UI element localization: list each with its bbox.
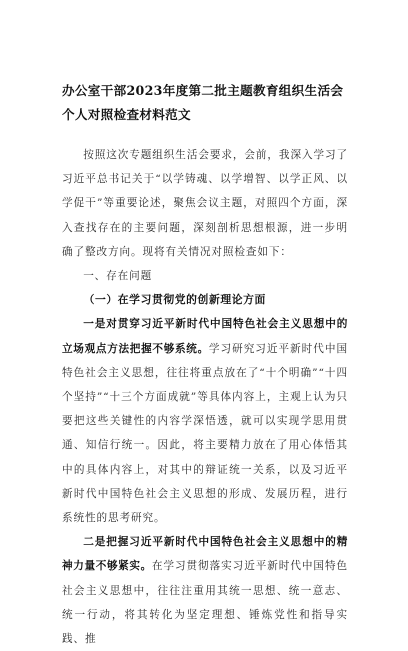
point-two-paragraph [62, 530, 348, 651]
section-heading-problems: 一、存在问题 [83, 270, 153, 283]
intro-paragraph: 按照这次专题组织生活会要求，会前，我深入学习了习近平总书记关于“以学铸魂、以学增智、以学正风、以学促干”等重要论述，聚焦会议主题，对照四个方面，深入查找存在的主要问题，深刻剖析思想根源，进一步明确了整改方向。现将有关情况对照检查如下： [62, 149, 348, 258]
point-two-body: 在学习贯彻落实习近平新时代中国特色社会主义思想中，往往注重用其统一思想、统一意志、统一行动，将其转化为坚定理想、锤炼党性和指导实践、推 [62, 560, 348, 646]
point-one-body: 学习研究习近平新时代中国特色社会主义思想，往往将重点放在了“十个明确”“十四个坚持”“十三个方面成就”等具体内容上，主观上认为只要把这些关键性的内容学深悟透，就可以实现学思用贯通、知信行统一。因此，将主要精力放在了用心体悟其中的具体内容上，对其中的辩证统一关系，以及习近平新时代中国特色社会主义思想的形成、发展历程，进行系统性的思考研究。 [62, 342, 348, 525]
point-one-lead: 一是对贯穿习近平新时代中国特色社会主义思想中的立场观点方法把握不够系统。 [62, 318, 348, 355]
point-one-paragraph [62, 312, 348, 530]
document-body [62, 79, 348, 651]
subsection-heading-theory: （一）在学习贯彻党的创新理论方面 [83, 293, 266, 307]
point-two-lead: 二是把握习近平新时代中国特色社会主义思想中的精神力量不够紧实。 [62, 536, 348, 573]
document-title: 办公室干部2023年度第二批主题教育组织生活会个人对照检查材料范文 [62, 83, 344, 122]
